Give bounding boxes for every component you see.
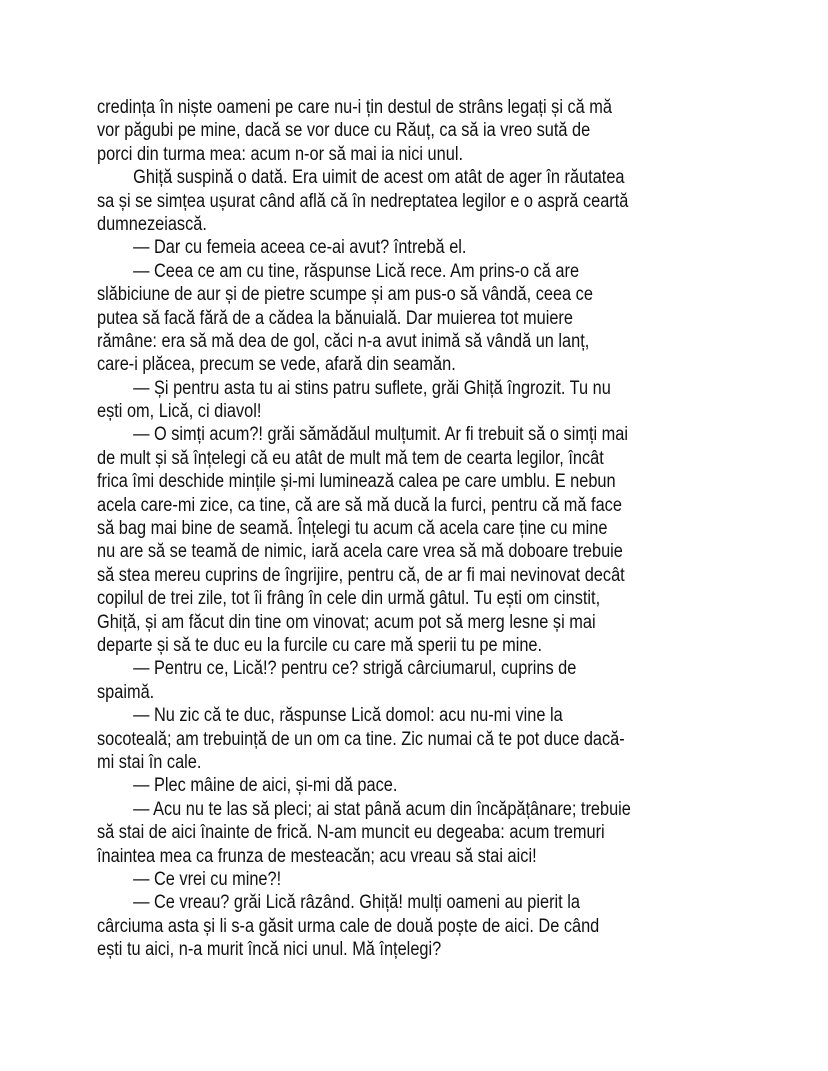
text-line: departe și să te duc eu la furcile cu care mă sperii tu pe mine. [97, 634, 543, 656]
text-line: — Ceea ce am cu tine, răspunse Lică rece. Am prins-o că are [133, 260, 580, 282]
text-line: porci din turma mea: acum n-or să mai ia nici unul. [97, 143, 463, 165]
text-line: credința în niște oameni pe care nu-i țin destul de strâns legați și că mă [97, 97, 612, 118]
text-line: sa și se simțea ușurat când află că în nedreptatea legilor e o aspră ceartă [97, 190, 629, 212]
text-line: ești om, Lică, ci diavol! [97, 401, 262, 423]
text-line: Ghiță, și am făcut din tine om vinovat; acum pot să merg lesne și mai [97, 611, 596, 633]
text-line: de mult și să înțelegi că eu atât de mult mă tem de cearta legilor, încât [97, 447, 604, 469]
text-line: ești tu aici, n-a murit încă nici unul. Mă înțelegi? [97, 939, 442, 961]
text-line: spaimă. [97, 681, 155, 703]
text-line: cârciuma asta și li s-a găsit urma cale de două poște de aici. De când [97, 915, 600, 937]
text-line: — Acu nu te las să pleci; ai stat până acum din încăpățânare; trebuie [133, 798, 631, 820]
text-line: nu are să se teamă de nimic, iară acela care vrea să mă doboare trebuie [97, 541, 623, 563]
text-line: mi stai în cale. [97, 751, 202, 773]
text-line: slăbiciune de aur și de pietre scumpe și am pus-o să vândă, ceea ce [97, 284, 593, 306]
text-line: — Și pentru asta tu ai stins patru suflete, grăi Ghiță îngrozit. Tu nu [133, 377, 611, 399]
text-line: rămâne: era să mă dea de gol, căci n-a avut inimă să vândă un lanț, [97, 330, 590, 352]
text-line: Ghiță suspină o dată. Era uimit de acest om atât de ager în răutatea [133, 167, 625, 189]
text-line: — O simți acum?! grăi sămădăul mulțumit. Ar fi trebuit să o simți mai [133, 424, 629, 446]
text-line: să bag mai bine de seamă. Înțelegi tu acum că acela care ține cu mine [97, 518, 608, 540]
text-line: înaintea mea ca frunza de mesteacăn; acu vreau să stai aici! [97, 845, 537, 867]
document-page [97, 96, 737, 961]
text-line: putea să facă fără de a cădea la bănuială. Dar muierea tot muiere [97, 307, 573, 329]
text-line: — Dar cu femeia aceea ce-ai avut? întrebă el. [133, 237, 467, 259]
text-line: socoteală; am trebuință de un om ca tine. Zic numai că te pot duce dacă- [97, 728, 625, 750]
text-line: — Plec mâine de aici, și-mi dă pace. [133, 775, 398, 797]
text-line: — Ce vrei cu mine?! [133, 868, 282, 890]
text-line: vor păgubi pe mine, dacă se vor duce cu Răuț, ca să ia vreo sută de [97, 120, 591, 142]
text-line: care-i plăcea, precum se vede, afară din seamăn. [97, 354, 456, 376]
text-line: — Pentru ce, Lică!? pentru ce? strigă cârciumarul, cuprins de [133, 658, 577, 680]
text-line: copilul de trei zile, tot îi frâng în cele din urmă gâtul. Tu ești om cinstit, [97, 588, 601, 610]
text-line: — Nu zic că te duc, răspunse Lică domol: acu nu-mi vine la [133, 705, 563, 727]
text-line: frica îmi deschide mințile și-mi luminează calea pe care umblu. E nebun [97, 471, 616, 493]
text-line: — Ce vreau? grăi Lică râzând. Ghiță! mulți oameni au pierit la [133, 892, 580, 914]
text-line: acela care-mi zice, ca tine, că are să mă ducă la furci, pentru că mă face [97, 494, 622, 516]
text-line: dumnezeiască. [97, 213, 207, 235]
text-line: să stai de aici înainte de frică. N-am muncit eu degeaba: acum tremuri [97, 822, 605, 844]
text-line: să stea mereu cuprins de îngrijire, pentru că, de ar fi mai nevinovat decât [97, 564, 625, 586]
